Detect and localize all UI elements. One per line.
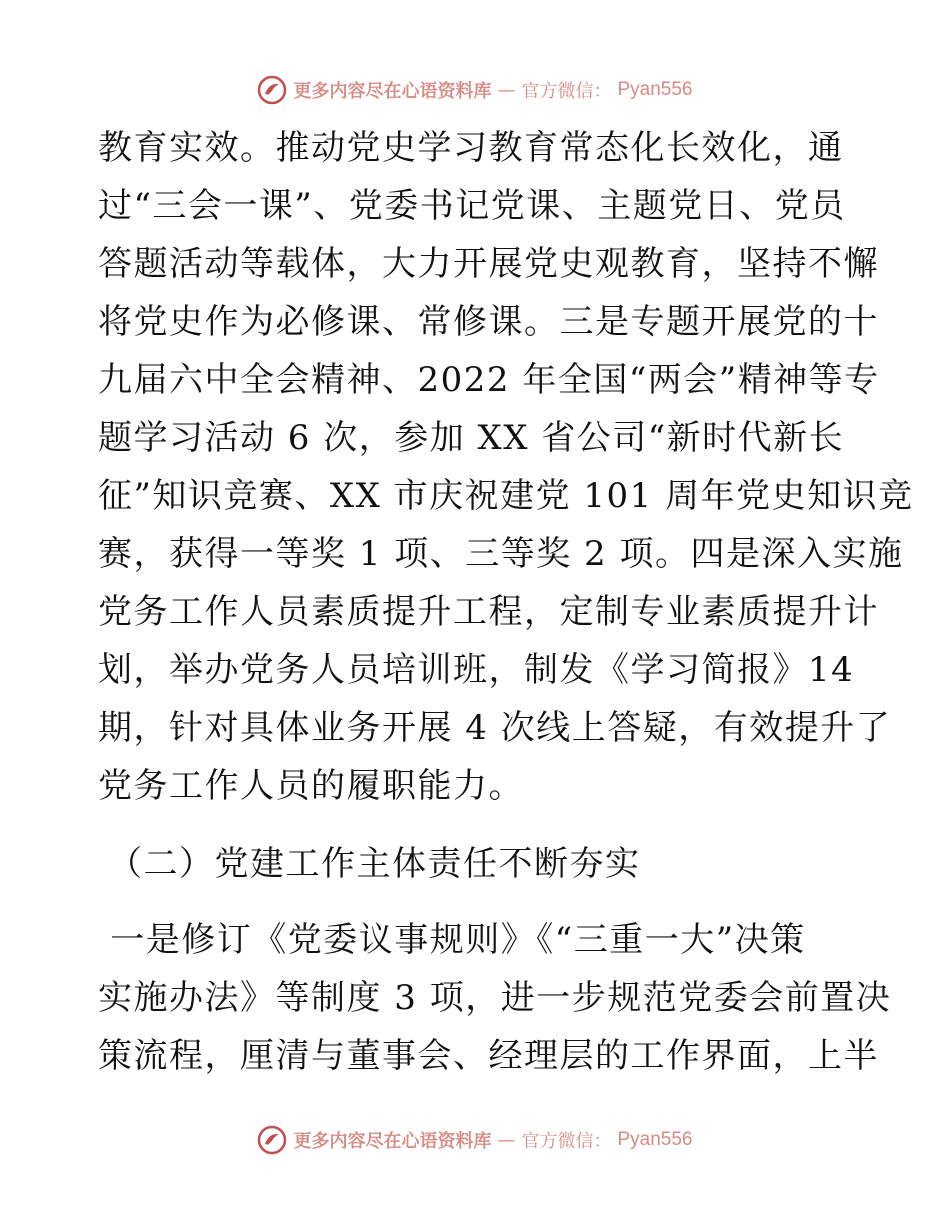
body-line: 赛，获得一等奖 1 项、三等奖 2 项。四是深入实施	[98, 534, 904, 574]
body-line: 一是修订《党委议事规则》《“三重一大”决策	[98, 920, 806, 960]
body-line: 九届六中全会精神、2022 年全国“两会”精神等专	[98, 360, 880, 400]
body-line: 党务工作人员的履职能力。	[98, 766, 524, 806]
body-line: 答题活动等载体，大力开展党史观教育，坚持不懈	[98, 244, 879, 284]
watermark-label: 官方微信：	[521, 81, 612, 102]
body-line: 将党史作为必修课、常修课。三是专题开展党的十	[98, 302, 879, 342]
watermark-brand: 更多内容尽在心语资料库	[293, 1131, 492, 1152]
watermark-dash: —	[497, 79, 516, 101]
watermark-dash: —	[497, 1129, 516, 1151]
watermark-label: 官方微信：	[521, 1131, 612, 1152]
logo-icon	[257, 1125, 287, 1155]
header-watermark	[0, 70, 950, 110]
body-line: 题学习活动 6 次，参加 XX 省公司“新时代新长	[98, 418, 845, 458]
section-heading: （二）党建工作主体责任不断夯实	[108, 844, 641, 884]
watermark-id: Pyan556	[617, 79, 693, 100]
watermark-brand: 更多内容尽在心语资料库	[293, 81, 492, 102]
body-line: 党务工作人员素质提升工程，定制专业素质提升计	[98, 592, 879, 632]
watermark-id: Pyan556	[617, 1129, 693, 1150]
body-line: 实施办法》等制度 3 项，进一步规范党委会前置决	[98, 978, 892, 1018]
body-line: 教育实效。推动党史学习教育常态化长效化，通	[98, 128, 844, 168]
logo-icon	[257, 75, 287, 105]
body-line: 划，举办党务人员培训班，制发《学习简报》14	[98, 650, 855, 690]
body-line: 期，针对具体业务开展 4 次线上答疑，有效提升了	[98, 708, 892, 748]
footer-watermark	[0, 1120, 950, 1160]
body-line: 征”知识竞赛、XX 市庆祝建党 101 周年党史知识竞	[98, 476, 914, 516]
body-line: 过“三会一课”、党委书记党课、主题党日、党员	[98, 186, 846, 226]
body-line: 策流程，厘清与董事会、经理层的工作界面，上半	[98, 1036, 879, 1076]
